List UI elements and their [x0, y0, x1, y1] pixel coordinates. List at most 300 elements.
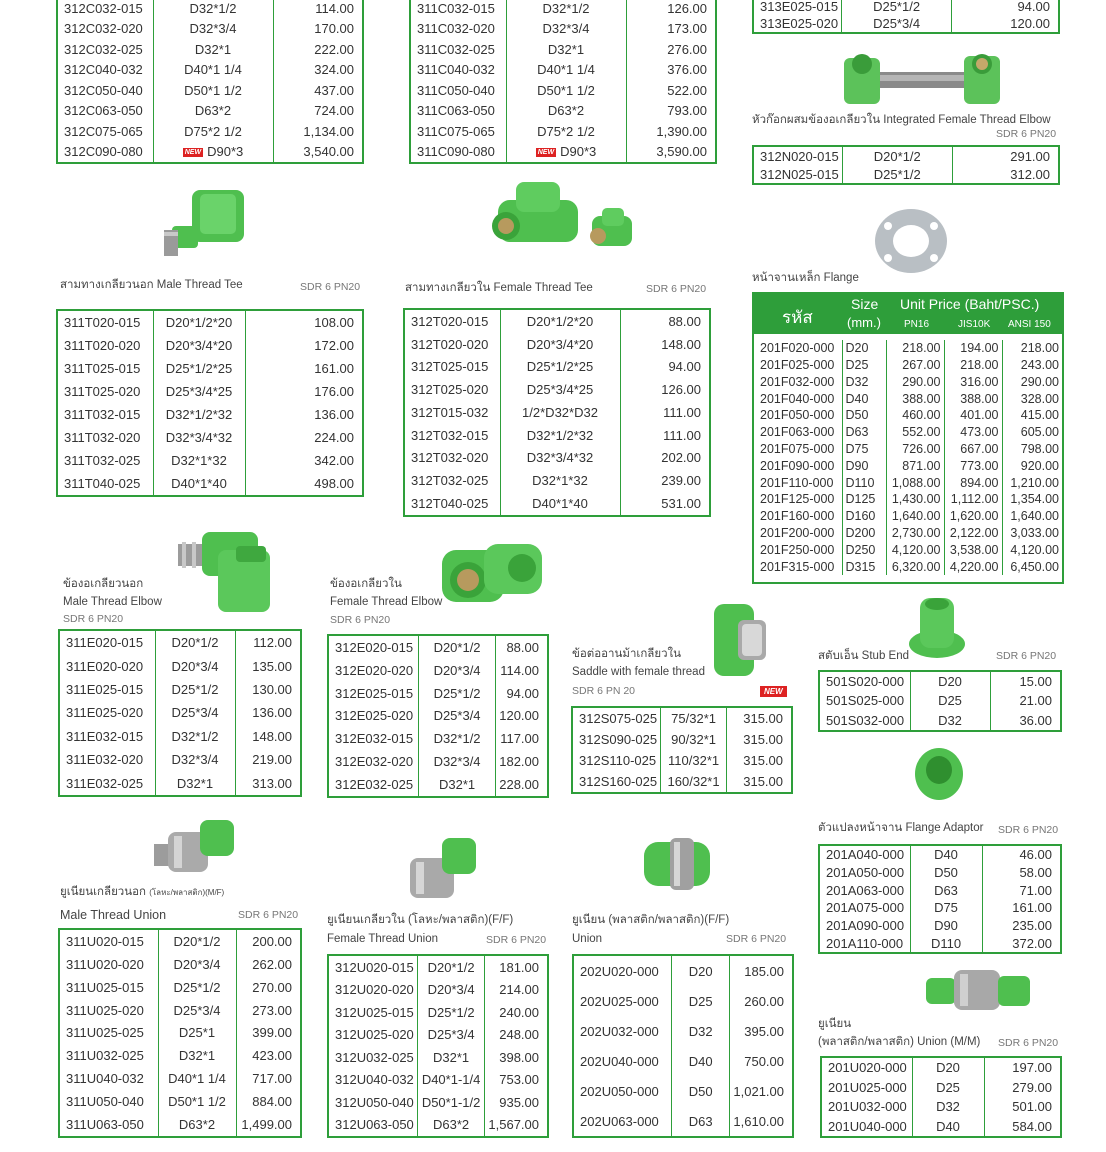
size: D25 [910, 691, 990, 710]
price-ansi150: 6,450.00 [1002, 558, 1062, 575]
product-code: 313E025-015 [760, 0, 839, 14]
table-row [58, 0, 362, 19]
size: D40*1 1/4 [506, 60, 626, 81]
saddle-table [571, 706, 793, 794]
table-row [60, 1044, 300, 1067]
table-row [574, 1016, 792, 1046]
top-left-rows [58, 0, 362, 162]
size: D32*1/2 [418, 727, 495, 750]
size: D32*1/2 [155, 725, 235, 748]
union-mm-table [820, 1056, 1062, 1138]
product-code: 312C040-032 [64, 62, 143, 78]
integrated-elbow-rows [754, 147, 1058, 183]
size: D125 [842, 491, 886, 508]
size: D50 [671, 1076, 729, 1106]
size: D63*2 [158, 1113, 236, 1136]
price: 315.00 [727, 708, 791, 729]
product-code: 312S110-025 [579, 753, 657, 768]
table-row [574, 956, 792, 986]
product-code: 201F020-000 [760, 341, 835, 356]
price: 531.00 [620, 492, 709, 515]
product-code: 201U032-000 [828, 1099, 907, 1115]
size: D20*3/4 [155, 654, 235, 677]
table-row [329, 727, 547, 750]
table-row [405, 310, 709, 333]
product-code: 312T032-025 [411, 473, 489, 489]
table-row [60, 772, 300, 795]
female-elbow-sdr: SDR 6 PN20 [330, 614, 391, 626]
integrated-elbow-sdr: SDR 6 PN20 [996, 128, 1057, 140]
size: D32 [671, 1016, 729, 1046]
product-code: 201U025-000 [828, 1079, 907, 1095]
product-code: 312E032-020 [335, 754, 414, 770]
table-row [329, 1024, 547, 1047]
product-code: 201F125-000 [760, 492, 835, 507]
female-tee-table [403, 308, 711, 517]
price: 398.00 [485, 1046, 547, 1069]
price: 120.00 [952, 15, 1058, 32]
product-code: 202U040-000 [580, 1053, 659, 1069]
price-ansi150: 4,120.00 [1002, 542, 1062, 559]
female-tee-sdr: SDR 6 PN20 [646, 283, 707, 295]
price-ansi150: 328.00 [1002, 390, 1062, 407]
size: D90 [910, 917, 982, 935]
product-code: 201F090-000 [760, 458, 835, 473]
price-ansi150: 1,640.00 [1002, 508, 1062, 525]
female-union-rows [329, 956, 547, 1136]
price: 270.00 [236, 976, 300, 999]
saddle-rows [573, 708, 791, 792]
flange-price-header: Unit Price (Baht/PSC.) [900, 296, 1040, 312]
table-row [411, 142, 715, 163]
size: D50*1 1/2 [506, 80, 626, 101]
product-code: 312U020-015 [335, 959, 414, 975]
product-code: 201F050-000 [760, 408, 835, 423]
size: D32*3/4*32 [500, 447, 620, 470]
size: D32*3/4 [418, 750, 495, 773]
size: D25*1/2 [842, 165, 952, 183]
flange-table-header [754, 294, 1062, 334]
product-code: 311C090-080 [417, 144, 495, 160]
product-code: 311U020-015 [66, 933, 144, 949]
table-row [820, 672, 1060, 691]
price: 94.00 [952, 0, 1058, 15]
table-row [60, 953, 300, 976]
size: D63*2 [153, 101, 273, 122]
male-elbow-table [58, 629, 302, 797]
male-union-sdr: SDR 6 PN20 [238, 909, 299, 921]
male-elbow-sdr: SDR 6 PN20 [63, 613, 124, 625]
price-pn16: 460.00 [886, 407, 944, 424]
size: D25*1/2 [155, 678, 235, 701]
table-row [58, 60, 362, 81]
table-row [329, 773, 547, 796]
price: 94.00 [496, 682, 547, 705]
price: 884.00 [236, 1090, 300, 1113]
product-code: 312C032-025 [64, 41, 143, 57]
size: D40 [842, 390, 886, 407]
size: D63*2 [417, 1114, 485, 1137]
table-row [754, 558, 1062, 575]
size: D25 [671, 986, 729, 1016]
product-code: 311U025-025 [66, 1025, 144, 1041]
price: 46.00 [982, 846, 1060, 864]
product-code: 312E025-015 [335, 685, 414, 701]
plastic-union-image [640, 824, 714, 900]
table-row [574, 1076, 792, 1106]
table-row [754, 15, 1058, 32]
male-union-image [152, 814, 238, 878]
price: 108.00 [245, 311, 362, 334]
table-row [329, 1069, 547, 1092]
price-jis10k: 4,220.00 [944, 558, 1002, 575]
product-code: 311U063-050 [66, 1116, 144, 1132]
product-code: 201F200-000 [760, 525, 835, 540]
table-row [411, 0, 715, 19]
product-code: 313E025-020 [760, 16, 839, 31]
table-row [329, 1091, 547, 1114]
price: 1,499.00 [236, 1113, 300, 1136]
product-code: 312S160-025 [579, 774, 658, 789]
size: D25*3/4*25 [500, 378, 620, 401]
price-jis10k: 894.00 [944, 474, 1002, 491]
size: D32*3/4 [153, 19, 273, 40]
price: 315.00 [727, 729, 791, 750]
price-ansi150: 798.00 [1002, 441, 1062, 458]
price: 114.00 [273, 0, 362, 19]
size: D250 [842, 542, 886, 559]
price: 312.00 [952, 165, 1058, 183]
flange-price-table [752, 292, 1064, 584]
size: D50 [910, 864, 982, 882]
size: D20*3/4 [417, 979, 485, 1002]
male-tee-image [160, 186, 248, 268]
size: D63*2 [506, 101, 626, 122]
size: D25*1/2 [842, 0, 952, 15]
product-code: 311C032-020 [417, 21, 495, 37]
product-code: 312T020-015 [411, 313, 489, 329]
size: D32 [842, 374, 886, 391]
product-code: 312T032-015 [411, 427, 489, 443]
table-row [58, 426, 362, 449]
table-row [574, 1046, 792, 1076]
table-row [754, 407, 1062, 424]
product-code: 312U025-020 [335, 1027, 414, 1043]
table-row [754, 390, 1062, 407]
product-code: 312T025-015 [411, 359, 489, 375]
price-ansi150: 920.00 [1002, 458, 1062, 475]
product-code: 311C032-025 [417, 41, 495, 57]
male-union-title-th-small: (โลหะ/พลาสติก)(M/F) [149, 888, 225, 897]
table-row [754, 147, 1058, 165]
table-row [411, 121, 715, 142]
price: 1,134.00 [273, 121, 362, 142]
price: 136.00 [235, 701, 300, 724]
female-union-title-th: ยูเนียนเกลียวใน (โลหะ/พลาสติก)(F/F) [327, 914, 514, 926]
price: 240.00 [485, 1001, 547, 1024]
table-row [405, 333, 709, 356]
product-code: 311T020-020 [64, 338, 141, 353]
table-row [405, 378, 709, 401]
product-code: 312E032-015 [335, 731, 414, 747]
table-row [574, 986, 792, 1016]
female-union-image [406, 834, 478, 904]
table-row [411, 101, 715, 122]
size: D25*1/2*25 [153, 357, 245, 380]
size: D50 [842, 407, 886, 424]
price: 200.00 [236, 930, 300, 953]
product-code: 201A075-000 [826, 900, 905, 916]
price-jis10k: 773.00 [944, 458, 1002, 475]
size: D75 [910, 899, 982, 917]
product-code: 202U063-000 [580, 1113, 659, 1129]
price-pn16: 552.00 [886, 424, 944, 441]
table-row [58, 380, 362, 403]
size: D25*3/4 [842, 15, 952, 32]
size: 90/32*1 [661, 729, 727, 750]
male-tee-title: สามทางเกลียวนอก Male Thread Tee [60, 279, 243, 291]
price: 376.00 [626, 60, 715, 81]
product-code: 311U025-015 [66, 979, 144, 995]
price: 21.00 [990, 691, 1060, 710]
size: NEW D90*3 [153, 142, 273, 163]
size: D63 [910, 881, 982, 899]
integrated-elbow-title: หัวก๊อกผสมข้องอเกลียวใน Integrated Female Thread Elbow [752, 114, 1051, 126]
product-code: 311T032-020 [64, 430, 141, 445]
price: 148.00 [620, 333, 709, 356]
price: 750.00 [730, 1046, 792, 1076]
size: D32*3/4 [155, 748, 235, 771]
female-tee-image [486, 180, 648, 262]
size: D32*1 [153, 39, 273, 60]
product-code: 311E032-020 [66, 752, 144, 768]
integrated-elbow-table [752, 145, 1060, 185]
price: 724.00 [273, 101, 362, 122]
product-code: 311C063-050 [417, 103, 495, 119]
size: D40 [910, 846, 982, 864]
price-ansi150: 290.00 [1002, 374, 1062, 391]
table-row [60, 701, 300, 724]
top-mid-rows [411, 0, 715, 162]
price: 136.00 [245, 403, 362, 426]
product-code: 201U040-000 [828, 1118, 907, 1134]
size: D20*3/4 [158, 953, 236, 976]
new-badge: NEW [184, 149, 202, 157]
product-code: 312N025-015 [760, 166, 839, 182]
table-row [58, 403, 362, 426]
table-row [411, 80, 715, 101]
size: D200 [842, 525, 886, 542]
price: 182.00 [496, 750, 547, 773]
price: 315.00 [727, 771, 791, 792]
flange-adaptor-rows [820, 846, 1060, 952]
table-row [329, 750, 547, 773]
size: D32*1 [158, 1044, 236, 1067]
table-row [405, 447, 709, 470]
product-code: 311U050-040 [66, 1094, 144, 1110]
saddle-title-th: ข้อต่ออานม้าเกลียวใน [572, 648, 682, 660]
plastic-union-title-en: Union [572, 933, 603, 945]
price: 3,540.00 [273, 142, 362, 163]
size: D32*1/2 [506, 0, 626, 19]
table-row [329, 659, 547, 682]
flange-jis-header: JIS10K [958, 319, 991, 330]
size: D50*1-1/2 [417, 1091, 485, 1114]
table-row [329, 705, 547, 728]
integrated-elbow-image [838, 44, 1010, 110]
size: D160 [842, 508, 886, 525]
price-ansi150: 605.00 [1002, 424, 1062, 441]
size: D20*1/2 [155, 631, 235, 654]
table-row [329, 1114, 547, 1137]
product-code: 311T025-020 [64, 384, 141, 399]
price: 161.00 [245, 357, 362, 380]
male-tee-rows [58, 311, 362, 495]
table-row [405, 424, 709, 447]
table-row [58, 142, 362, 163]
stub-end-image [906, 594, 968, 662]
size: D25*3/4 [158, 999, 236, 1022]
price: 717.00 [236, 1067, 300, 1090]
price: 372.00 [982, 934, 1060, 952]
plastic-union-table [572, 954, 794, 1138]
size: D40*1*40 [153, 472, 245, 495]
price: 235.00 [982, 917, 1060, 935]
size: D40*1 1/4 [158, 1067, 236, 1090]
size: D32*1 [155, 772, 235, 795]
price-jis10k: 194.00 [944, 340, 1002, 357]
product-code: 311C075-065 [417, 123, 495, 139]
product-code: 311U025-020 [66, 1002, 144, 1018]
price-jis10k: 1,620.00 [944, 508, 1002, 525]
product-code: 201A110-000 [826, 935, 904, 951]
table-row [754, 424, 1062, 441]
product-code: 311E025-020 [66, 705, 144, 721]
female-elbow-image [440, 540, 550, 614]
table-row [820, 711, 1060, 730]
price: 324.00 [273, 60, 362, 81]
product-code: 201F075-000 [760, 441, 835, 456]
table-row [60, 976, 300, 999]
price: 260.00 [730, 986, 792, 1016]
table-row [60, 654, 300, 677]
table-row [822, 1097, 1060, 1117]
female-union-title-en: Female Thread Union [327, 933, 439, 945]
price: 273.00 [236, 999, 300, 1022]
size: 160/32*1 [661, 771, 727, 792]
table-row [822, 1058, 1060, 1078]
product-code: 501S032-000 [826, 712, 905, 728]
price: 112.00 [235, 631, 300, 654]
table-row [754, 525, 1062, 542]
size: D90 [842, 458, 886, 475]
price-pn16: 1,640.00 [886, 508, 944, 525]
price-jis10k: 2,122.00 [944, 525, 1002, 542]
product-code: 311U032-025 [66, 1048, 144, 1064]
size: D25*3/4 [417, 1024, 485, 1047]
size: D50*1 1/2 [153, 80, 273, 101]
table-row [60, 748, 300, 771]
size: D40*1 1/4 [153, 60, 273, 81]
price: 170.00 [273, 19, 362, 40]
male-elbow-title-th: ข้องอเกลียวนอก [63, 578, 144, 590]
size: D32 [910, 711, 990, 730]
size: D63 [842, 424, 886, 441]
price: 239.00 [620, 469, 709, 492]
plastic-union-title-th: ยูเนียน (พลาสติก/พลาสติก)(F/F) [572, 914, 730, 926]
price: 71.00 [982, 881, 1060, 899]
table-row [58, 449, 362, 472]
size: D40 [912, 1117, 984, 1137]
table-row [822, 1117, 1060, 1137]
product-code: 202U050-000 [580, 1083, 659, 1099]
size: D25*1/2 [417, 1001, 485, 1024]
product-code: 201A090-000 [826, 917, 905, 933]
stub-end-sdr: SDR 6 PN20 [996, 650, 1057, 662]
female-tee-title: สามทางเกลียวใน Female Thread Tee [405, 282, 593, 294]
flange-adaptor-image [914, 744, 964, 800]
price: 279.00 [984, 1078, 1060, 1098]
table-row [754, 340, 1062, 357]
flange-adaptor-title: ตัวแปลงหน้าจาน Flange Adaptor [818, 822, 984, 834]
price: 222.00 [273, 39, 362, 60]
male-tee-sdr: SDR 6 PN20 [300, 281, 361, 293]
product-code: 202U020-000 [580, 963, 659, 979]
product-code: 311T020-015 [64, 315, 141, 330]
flange-size-unit-header: (mm.) [847, 315, 881, 330]
price: 120.00 [496, 705, 547, 728]
price-pn16: 290.00 [886, 374, 944, 391]
table-row [58, 121, 362, 142]
size: D50*1 1/2 [158, 1090, 236, 1113]
flange-size-header: Size [851, 296, 879, 312]
union-mm-sdr: SDR 6 PN20 [998, 1037, 1059, 1049]
product-code: 312U032-025 [335, 1049, 414, 1065]
product-code: 312E020-020 [335, 662, 414, 678]
stub-end-title: สตับเอ็น Stub End [818, 650, 909, 662]
price-jis10k: 316.00 [944, 374, 1002, 391]
size: D32*1 [506, 39, 626, 60]
plastic-union-sdr: SDR 6 PN20 [726, 933, 787, 945]
female-elbow-title-th: ข้องอเกลียวใน [330, 578, 402, 590]
product-code: 201A040-000 [826, 847, 905, 863]
table-row [60, 678, 300, 701]
price: 498.00 [245, 472, 362, 495]
size: D110 [910, 934, 982, 952]
size: D40 [671, 1046, 729, 1076]
table-row [573, 708, 791, 729]
size: D20 [910, 672, 990, 691]
price-ansi150: 243.00 [1002, 357, 1062, 374]
size: D20 [912, 1058, 984, 1078]
product-code: 201U020-000 [828, 1060, 907, 1076]
price: 214.00 [485, 979, 547, 1002]
price-pn16: 4,120.00 [886, 542, 944, 559]
stub-end-table [818, 670, 1062, 732]
table-row [573, 750, 791, 771]
product-code: 311T032-025 [64, 453, 141, 468]
size: D20 [842, 340, 886, 357]
top-right-rows [754, 0, 1058, 32]
price: 248.00 [485, 1024, 547, 1047]
size: D20*1/2 [417, 956, 485, 979]
table-row [405, 356, 709, 379]
price-ansi150: 218.00 [1002, 340, 1062, 357]
price: 399.00 [236, 1022, 300, 1045]
table-row [573, 771, 791, 792]
price: 753.00 [485, 1069, 547, 1092]
size: D20 [671, 956, 729, 986]
